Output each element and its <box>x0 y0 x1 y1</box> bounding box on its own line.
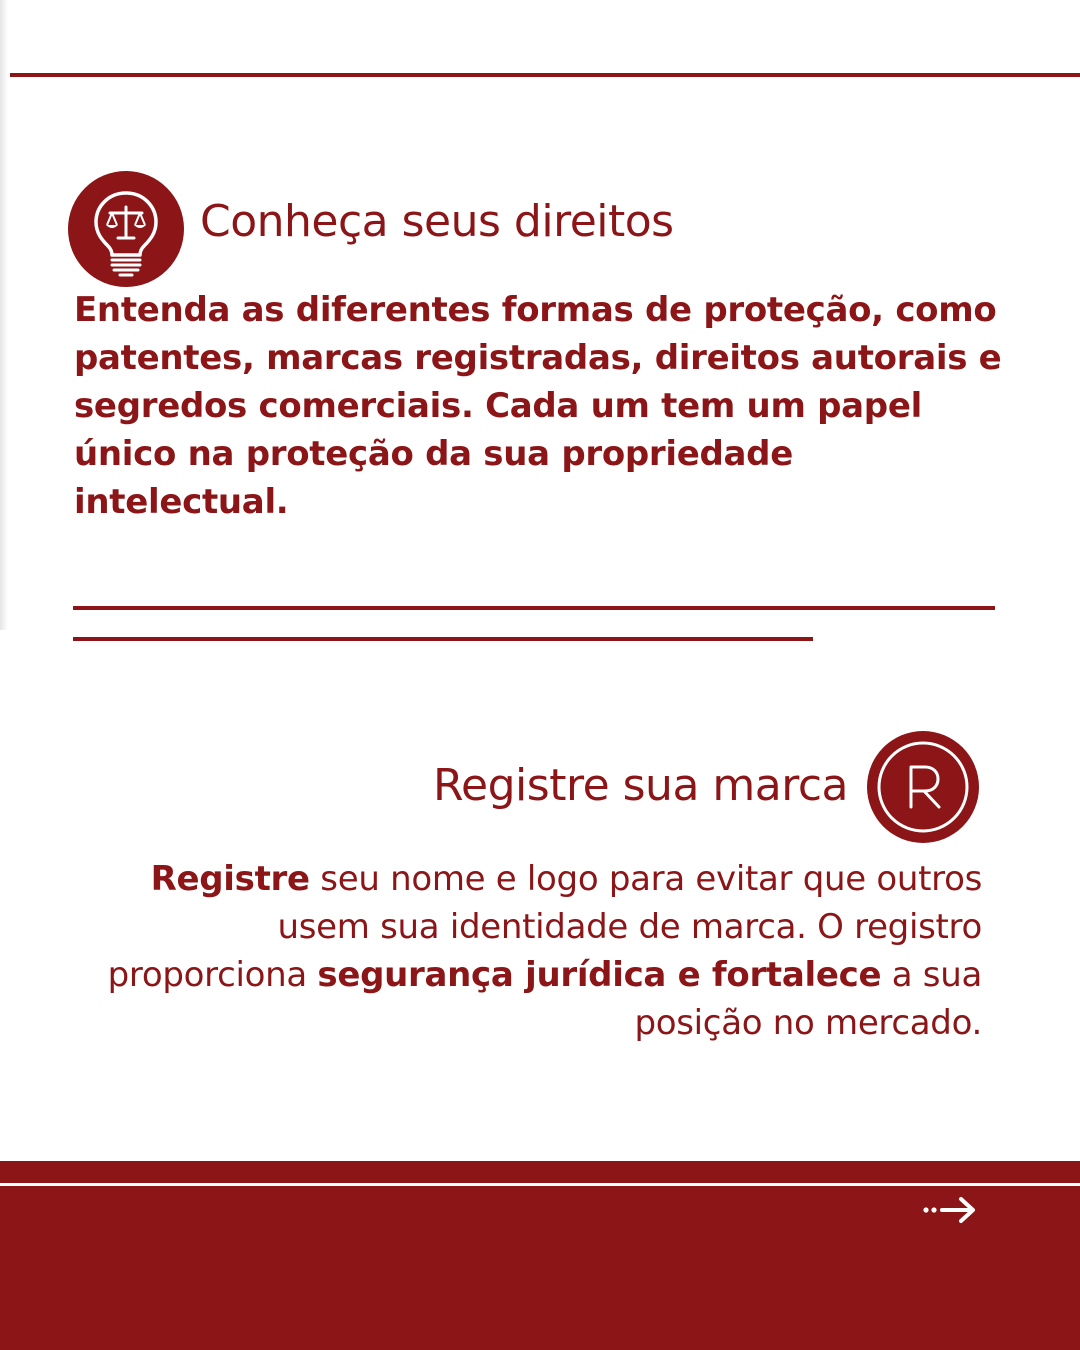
section-body-know-your-rights <box>74 286 1014 526</box>
top-divider <box>10 73 1080 77</box>
section-title-know-your-rights: Conheça seus direitos <box>200 196 674 247</box>
left-edge-shadow <box>0 0 8 630</box>
lightbulb-scales-icon <box>68 171 184 287</box>
middle-divider-long <box>73 606 995 610</box>
dotted-arrow-right-icon[interactable] <box>922 1195 978 1225</box>
body-bold-security: segurança jurídica e fortalece <box>317 955 882 995</box>
footer-band <box>0 1161 1080 1350</box>
middle-divider-short <box>73 637 813 641</box>
footer-line <box>0 1183 1080 1186</box>
body-emphasis: propriedade intelectual. <box>74 434 793 522</box>
section-title-register-brand: Registre sua marca <box>432 760 848 811</box>
body-bold-register: Registre <box>150 859 310 899</box>
body-text: Entenda as diferentes formas de proteção, como patentes, marcas registradas, direitos autorais e segredos comerciais. Cada um tem um papel único na proteção da sua <box>74 290 1002 474</box>
registered-trademark-icon <box>867 731 979 843</box>
body-text-2: a sua posição no mercado. <box>634 955 982 1043</box>
section-body-register-brand <box>82 855 982 1047</box>
body-text-1: seu nome e logo para evitar que outros usem sua identidade de marca. O registro proporciona <box>107 859 982 995</box>
